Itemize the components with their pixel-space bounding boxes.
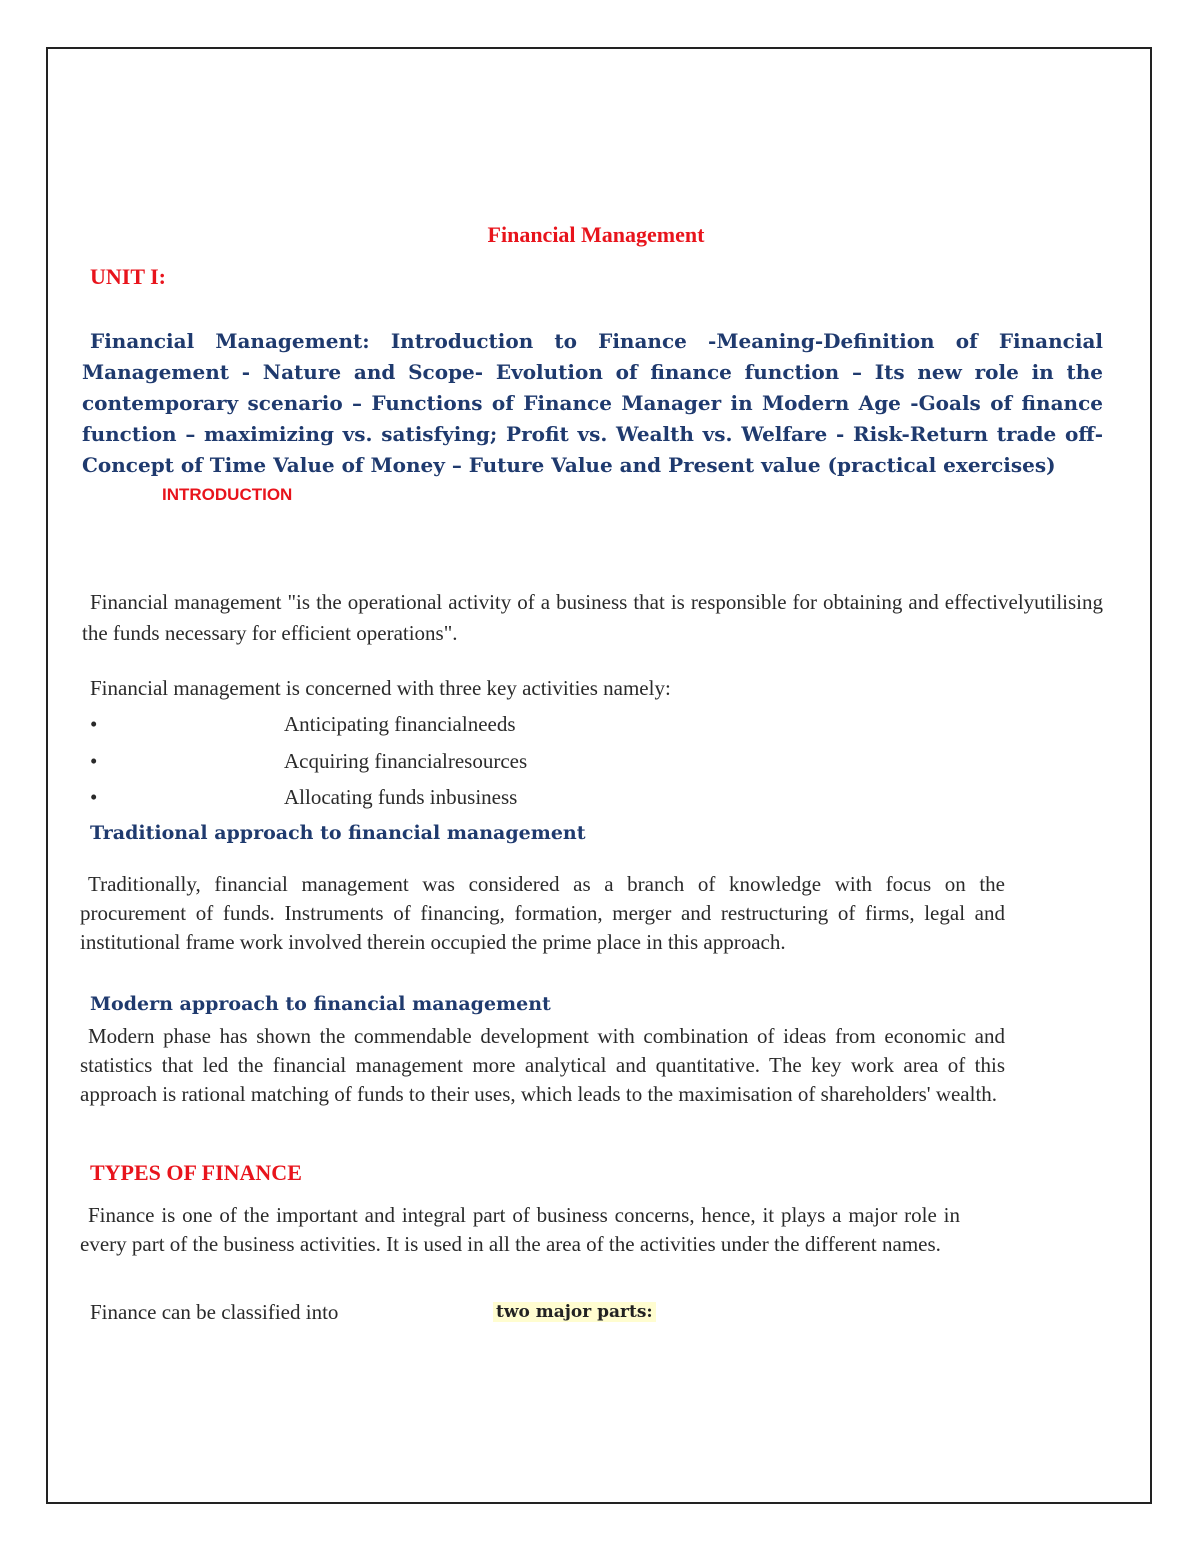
list-item-text: Allocating funds inbusiness: [284, 785, 518, 809]
traditional-paragraph: [80, 870, 1005, 957]
modern-heading: Modern approach to financial management: [90, 993, 551, 1015]
modern-text: Modern phase has shown the commendable development with combination of ideas from economic and statistics that led the financial management more analytical and quantitative. The key work area of this approach is rational matching of funds to their uses, which leads to the maximisation of shareholders' wealth.: [80, 1024, 1005, 1106]
traditional-heading: Traditional approach to financial management: [90, 822, 586, 844]
types-text: Finance is one of the important and integral part of business concerns, hence, it plays a major role in every part of the business activities. It is used in all the area of the activities under the different names.: [80, 1203, 960, 1256]
classified-text: Finance can be classified into: [90, 1300, 339, 1324]
modern-paragraph: [80, 1022, 1005, 1109]
introduction-heading: INTRODUCTION: [162, 485, 293, 504]
bullet-icon: •: [90, 712, 98, 736]
types-heading: TYPES OF FINANCE: [90, 1160, 302, 1185]
list-item-text: Anticipating financialneeds: [284, 712, 516, 736]
highlighted-text: two major parts:: [493, 1302, 656, 1322]
definition-paragraph: [82, 587, 1103, 649]
types-paragraph: [80, 1201, 960, 1259]
bullet-icon: •: [90, 749, 98, 773]
definition-text: Financial management "is the operational activity of a business that is responsible for obtaining and effectivelyutilising the funds necessary for efficient operations".: [82, 590, 1103, 645]
traditional-text: Traditionally, financial management was considered as a branch of knowledge with focus on the procurement of funds. Instruments of financing, formation, merger and restructuring of firms, legal and institutional frame work involved therein occupied the prime place in this approach.: [80, 872, 1005, 954]
list-item-text: Acquiring financialresources: [284, 749, 528, 773]
unit-label: UNIT I:: [90, 264, 167, 289]
activities-intro: Financial management is concerned with three key activities namely:: [90, 676, 671, 700]
syllabus-paragraph: [82, 326, 1103, 481]
syllabus-text: Financial Management: Introduction to Finance -Meaning-Definition of Financial Management - Nature and Scope- Evolution of finance function – Its new role in the contemporary scenario – Functions of Finance Manager in Modern Age -Goals of finance function – maximizing vs. satisfying; Profit vs. Wealth vs. Welfare - Risk-Return trade off- Concept of Time Value of Money – Future Value and Present value (practical exercises): [82, 329, 1103, 477]
document-title: Financial Management: [487, 222, 705, 247]
page-border: [46, 47, 1152, 1504]
bullet-icon: •: [90, 785, 98, 809]
